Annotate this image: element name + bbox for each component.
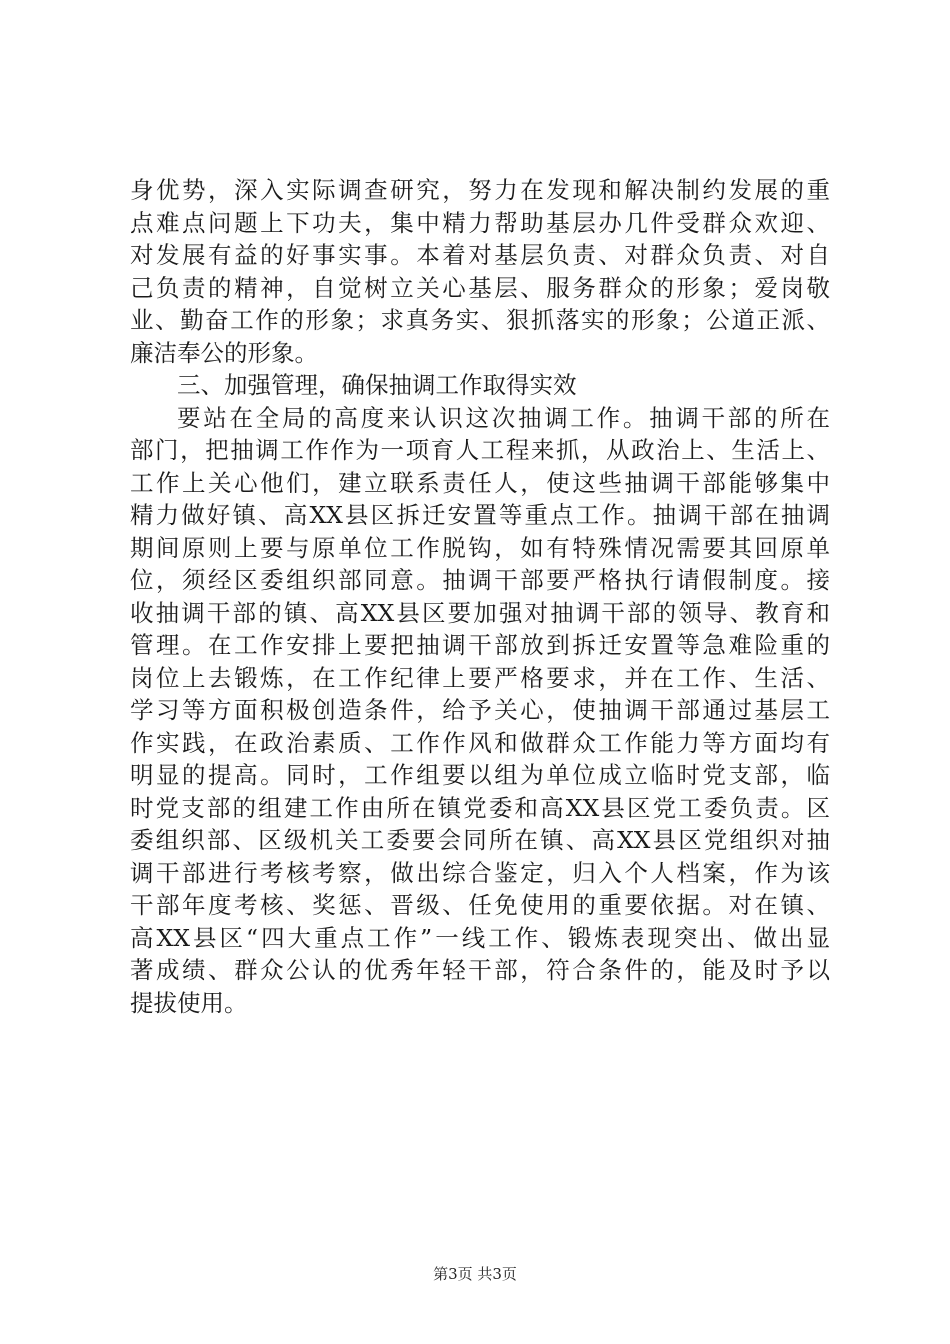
paragraph-line: 调干部进行考核考察，做出综合鉴定，归入个人档案，作为该	[130, 858, 830, 887]
paragraph-line: 著成绩、群众公认的优秀年轻干部，符合条件的，能及时予以	[130, 956, 830, 984]
paragraph-line: 干部年度考核、奖惩、晋级、任免使用的重要依据。对在镇、	[130, 891, 830, 919]
document-body	[130, 174, 830, 1019]
section-heading: 三、加强管理，确保抽调工作取得实效	[177, 371, 577, 399]
paragraph-line: 己负责的精神，自觉树立关心基层、服务群众的形象；爱岗敬	[130, 273, 830, 302]
paragraph-line: 对发展有益的好事实事。本着对基层负责、对群众负责、对自	[130, 241, 830, 269]
paragraph-line: 廉洁奉公的形象。	[130, 338, 318, 367]
paragraph-line: 学习等方面积极创造条件，给予关心，使抽调干部通过基层工	[130, 696, 830, 724]
paragraph-line: 部门，把抽调工作作为一项育人工程来抓，从政治上、生活上、	[130, 436, 830, 464]
paragraph-line: 管理。在工作安排上要把抽调干部放到拆迁安置等急难险重的	[130, 631, 830, 659]
paragraph-line: 精力做好镇、高XX县区拆迁安置等重点工作。抽调干部在抽调	[130, 501, 830, 529]
paragraph-line: 时党支部的组建工作由所在镇党委和高XX县区党工委负责。区	[130, 793, 830, 822]
paragraph-line: 身优势，深入实际调查研究，努力在发现和解决制约发展的重	[130, 176, 830, 204]
paragraph-line: 要站在全局的高度来认识这次抽调工作。抽调干部的所在	[177, 403, 830, 432]
paragraph-line: 位，须经区委组织部同意。抽调干部要严格执行请假制度。接	[130, 566, 830, 594]
paragraph-line: 工作上关心他们，建立联系责任人，使这些抽调干部能够集中	[130, 468, 830, 497]
paragraph-line: 高XX县区“四大重点工作”一线工作、锻炼表现突出、做出显	[130, 923, 830, 952]
paragraph-line: 委组织部、区级机关工委要会同所在镇、高XX县区党组织对抽	[130, 826, 830, 854]
paragraph-line: 作实践，在政治素质、工作作风和做群众工作能力等方面均有	[130, 728, 830, 757]
paragraph-line: 岗位上去锻炼，在工作纪律上要严格要求，并在工作、生活、	[130, 663, 830, 692]
paragraph-line: 点难点问题上下功夫，集中精力帮助基层办几件受群众欢迎、	[130, 208, 830, 237]
paragraph-line: 业、勤奋工作的形象；求真务实、狠抓落实的形象；公道正派、	[130, 306, 830, 334]
paragraph-line: 期间原则上要与原单位工作脱钩，如有特殊情况需要其回原单	[130, 533, 830, 562]
paragraph-line: 收抽调干部的镇、高XX县区要加强对抽调干部的领导、教育和	[130, 598, 830, 627]
paragraph-line: 明显的提高。同时，工作组要以组为单位成立临时党支部，临	[130, 761, 830, 789]
paragraph-line: 提拔使用。	[130, 988, 248, 1017]
page-footer: 第3页 共3页	[433, 1265, 517, 1283]
